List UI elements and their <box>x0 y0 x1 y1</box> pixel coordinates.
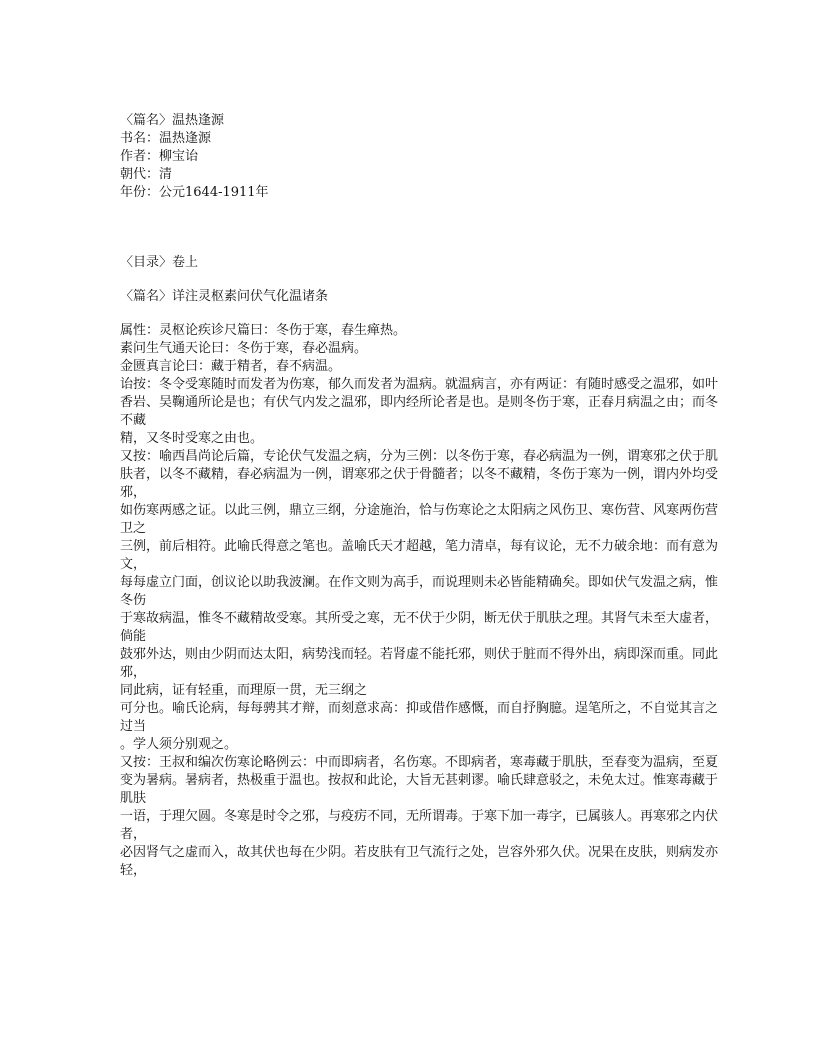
spacer <box>120 202 720 254</box>
years-line: 年份：公元1644-1911年 <box>120 185 269 200</box>
body-line: 于寒故病温，惟冬不藏精故受寒。其所受之寒，无不伏于少阴，断无伏于肌肤之理。其肾气未至大虚者，倘能 <box>120 611 719 644</box>
body-line: 三例，前后相符。此喻氏得意之笔也。盖喻氏天才超越，笔力清卓，每有议论，无不力破余地：而有意为文， <box>120 539 719 572</box>
toc-label: 〈目录〉卷上 <box>120 255 199 270</box>
dynasty-line: 朝代：清 <box>120 167 173 182</box>
body-line: 变为暑病。暑病者，热极重于温也。按叔和此论，大旨无甚剌谬。喻氏肆意驳之，未免太过。惟寒毒藏于肌肤 <box>120 773 719 806</box>
body-line: 鼓邪外达，则由少阴而达太阳，病势浅而轻。若肾虚不能托邪，则伏于脏而不得外出，病即深而重。同此邪， <box>120 647 719 680</box>
author-line: 作者：柳宝诒 <box>120 149 199 164</box>
body-line: 一语，于理欠圆。冬寒是时令之邪，与疫疠不同，无所谓毒。于寒下加一毒字，已属骇人。再寒邪之内伏者， <box>120 809 719 842</box>
document-page <box>120 112 720 880</box>
body-line: 香岩、吴鞠通所论是也；有伏气内发之温邪，即内经所论者是也。是则冬伤于寒，正春月病温之由；而冬不藏 <box>120 395 719 428</box>
book-title: 书名：温热逢源 <box>120 131 212 146</box>
body-line: 必因肾气之虚而入，故其伏也每在少阴。若皮肤有卫气流行之处，岂容外邪久伏。况果在皮肤，则病发亦轻， <box>120 845 719 878</box>
body-line: 肤者，以冬不藏精，春必病温为一例，谓寒邪之伏于骨髓者；以冬不藏精，冬伤于寒为一例，谓内外均受邪， <box>120 467 719 500</box>
chapter-heading: 〈篇名〉温热逢源 <box>120 113 225 128</box>
section-title: 〈篇名〉详注灵枢素问伏气化温诸条 <box>120 289 329 304</box>
body-line: 属性：灵枢论疾诊尺篇曰：冬伤于寒，春生瘅热。 <box>120 323 407 338</box>
body-line: 。学人须分别观之。 <box>120 737 238 752</box>
body-line: 精，又冬时受寒之由也。 <box>120 431 264 446</box>
body-line: 同此病，证有轻重，而理原一贯，无三纲之 <box>120 683 368 698</box>
body-line: 素问生气通天论曰：冬伤于寒，春必温病。 <box>120 341 368 356</box>
body-line: 每每虚立门面，创议论以助我波澜。在作文则为高手，而说理则未必皆能精确矣。即如伏气发温之病，惟冬伤 <box>120 575 719 608</box>
spacer <box>120 306 720 322</box>
body-text <box>120 322 720 880</box>
body-line: 又按：王叔和编次伤寒论略例云：中而即病者，名伤寒。不即病者，寒毒藏于肌肤，至春变为温病，至夏 <box>120 755 719 770</box>
body-line: 金匮真言论曰：藏于精者，春不病温。 <box>120 359 342 374</box>
body-line: 又按：喻西昌尚论后篇，专论伏气发温之病，分为三例：以冬伤于寒，春必病温为一例，谓寒邪之伏于肌 <box>120 449 719 464</box>
body-line: 可分也。喻氏论病，每每骋其才辩，而刻意求高：抑或借作感慨，而自抒胸臆。逞笔所之，不自觉其言之过当 <box>120 701 719 734</box>
body-line: 诒按：冬令受寒随时而发者为伤寒，郁久而发者为温病。就温病言，亦有两证：有随时感受之温邪，如叶 <box>120 377 719 392</box>
spacer <box>120 272 720 288</box>
book-metadata <box>120 112 720 202</box>
body-line: 如伤寒两感之证。以此三例，鼎立三纲，分途施治，恰与伤寒论之太阳病之风伤卫、寒伤营、风寒两伤营卫之 <box>120 503 719 536</box>
